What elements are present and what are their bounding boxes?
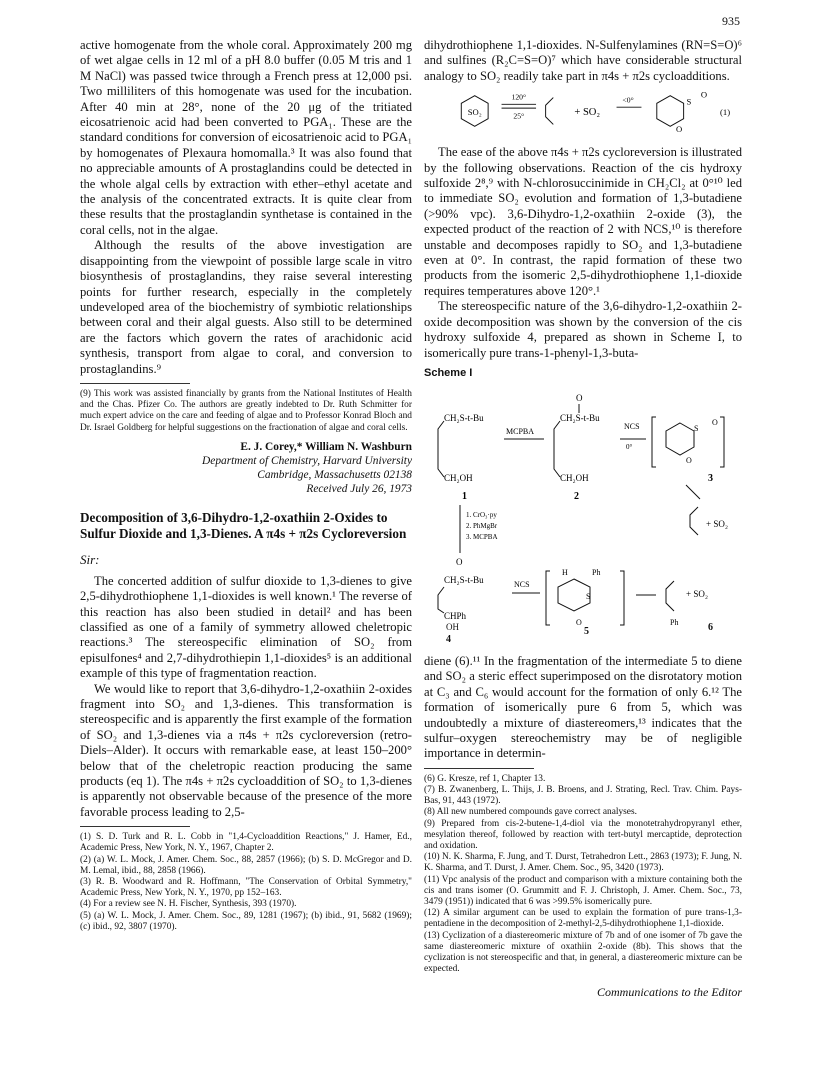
- received-date: Received July 26, 1973: [306, 482, 412, 495]
- ph-label: Ph: [592, 567, 601, 577]
- article-title: Decomposition of 3,6-Dihydro-1,2-oxathiin 2-Oxides to Sulfur Dioxide and 1,3-Dienes. A π4s + π2s Cycloreversion: [80, 509, 407, 541]
- butadiene: [546, 98, 554, 125]
- salutation: Sir:: [80, 551, 100, 567]
- compound-number: 2: [574, 490, 579, 502]
- ring-o: O: [686, 455, 692, 465]
- bracket: [620, 571, 624, 625]
- equation-number: (1): [720, 107, 731, 118]
- scheme-labels: [424, 621, 742, 645]
- compound-2-skeleton: [554, 421, 560, 477]
- footnote: (4) For a review see N. H. Fischer, Synthesis, 393 (1970).: [80, 899, 297, 910]
- plus-so2: + SO₂: [574, 107, 601, 119]
- ring-s: S: [686, 96, 692, 107]
- compound-number: 1: [462, 490, 467, 502]
- footnote: (1) S. D. Turk and R. L. Cobb in "1,4-Cycloaddition Reactions," J. Hamer, Ed., Academic Press, New York, N. Y., 1967, Chapter 2.: [80, 832, 412, 854]
- footnote-divider: [424, 768, 534, 769]
- footnote: (12) A similar argument can be used to explain the formation of pure trans-1,3-pentadiene in the decomposition of 2-methyl-2,5-dihydrothiophene 1,1-dioxide.: [424, 908, 742, 930]
- footnotes: [424, 774, 742, 976]
- reagent-label: MCPBA: [506, 426, 535, 436]
- paragraph: active homogenate from the whole coral. Approximately 200 mg of wet algae cells in 12 ml of a pH 8.0 buffer (0.05 M tris and 1 M NaCl) was passed twice through a French press at 12,000 psi. Two milliliters of this homogenate was used for the incubation. After 40 min at 28°, none of the 20 μg of the tritiated eicosatrienoic acid had been converted to PGA₁. These are the standard conditions for conversion of eicosatrienoic acid to PGA₁ by homogenates of Plexaura homomalla.³ It was also found that no appreciable amounts of A prostaglandins could be detected in the whole algal cells by extraction with ether–ethyl acetate and the analysis of the concentrated extracts. It is quite clear from these results that the prostaglandin synthetase is contained in the coral cells, not in the algae.: [80, 38, 412, 237]
- ph-label: Ph: [670, 617, 679, 627]
- oxygen-label: O: [456, 556, 463, 567]
- compound-number: 4: [446, 633, 451, 645]
- paragraph: dihydrothiophene 1,1-dioxides. N-Sulfenylamines (RN=S=O)⁶ and sulfines (R₂C=S=O)⁷ which have considerable structural analogy to SO₂ readily take part in π4s + π2s cycloadditions.: [424, 38, 742, 83]
- oxathiin-ring: [657, 96, 684, 127]
- affiliation: Department of Chemistry, Harvard University: [202, 454, 412, 467]
- page-number: 935: [722, 14, 740, 28]
- step: 3. MCPBA: [466, 532, 498, 541]
- compound-3-ring: [666, 423, 694, 455]
- paragraph: We would like to report that 3,6-dihydro-1,2-oxathiin 2-oxides fragment into SO₂ and 1,3-dienes. This transformation is stereospecific and is apparently the first example of the formation of SO₂ and 1,3-dienes via a π4s + π2s cycloreversion (retro-Diels–Alder). It occurs with remarkable ease, at least 150–200° below that of the cheletropic reaction producing the same products (eq 1). The π4s + π2s cycloaddition of SO₂ to 1,3-dienes is apparently not observable because of the presence of the more favorable process leading to 2,5-: [80, 681, 412, 819]
- signature-block: [80, 440, 412, 496]
- paragraph: Although the results of the above investigation are disappointing from the viewpoint of possible large scale in vitro biosynthesis of prostaglandins, they raise several interesting points for further research, especially in the completely undeveloped area of the biochemistry of symbiotic relationships between coral and their algal guests. Also still to be determined are the factors which govern the rates of arachidonic acid synthesis, transport from algae to coral, and conversion to prostaglandins.⁹: [80, 238, 412, 376]
- reagent-label: NCS: [624, 421, 640, 431]
- scheme-1-diagram: [424, 381, 742, 631]
- paragraph: The concerted addition of sulfur dioxide to 1,3-dienes to give 2,5-dihydrothiophene 1,1-dioxides is well known.¹ The reverse of this reaction has also been studied in detail² and has been classified as one of a family of symmetry allowed cheletropic reactions.³ The stereospecific elimination of SO₂ from episulfones⁴ and 2,7-dihydrothiepin 1,1-dioxides⁵ is an additional example of this type of fragmentation reaction.: [80, 573, 412, 681]
- footnote: (5) (a) W. L. Mock, J. Amer. Chem. Soc., 89, 1281 (1967); (b) ibid., 91, 5682 (1969); (c) ibid., 92, 3807 (1970).: [80, 910, 412, 932]
- ch2oh-label: CH₂OH: [444, 472, 473, 483]
- compound-number: 5: [584, 625, 589, 637]
- temp-label: 0°: [626, 442, 633, 451]
- ring-o: O: [675, 124, 683, 135]
- oxygen-label: O: [576, 392, 583, 403]
- ring-o: O: [712, 417, 718, 427]
- butadiene: [690, 507, 698, 535]
- so2-label: SO₂: [467, 107, 482, 118]
- paragraph: The stereospecific nature of the 3,6-dihydro-1,2-oxathiin 2-oxide decomposition was shown by the conversion of the cis hydroxy sulfoxide 4, prepared as shown in Scheme I, to isomerically pure trans-1-phenyl-1,3-buta-: [424, 299, 742, 360]
- ring-o: O: [576, 617, 582, 627]
- authors: E. J. Corey,* William N. Washburn: [240, 440, 412, 453]
- step: 2. PhMgBr: [466, 521, 498, 530]
- oh-label: OH: [446, 621, 459, 632]
- h-label: H: [562, 567, 568, 577]
- ch2stbu-label: CH₂S-t-Bu: [444, 574, 484, 585]
- temp-label: <0°: [622, 95, 634, 105]
- footnote: (8) All new numbered compounds gave correct analyses.: [424, 807, 637, 818]
- bracket: [652, 417, 656, 467]
- footnote: (11) Vpc analysis of the product and comparison with a mixture containing both the cis and trans isomer (O. Grummitt and F. J. Christoph, J. Amer. Chem. Soc., 73, 3479 (1951)) indicated that 6 was >99.5% isomerically pure.: [424, 874, 742, 907]
- chph-label: CHPh: [444, 610, 467, 621]
- compound-number: 3: [708, 472, 713, 484]
- footnote: (9) This work was assisted financially by grants from the National Institutes of Health and the Chas. Pfizer Co. The authors are greatly indebted to Dr. Ruth Schmitter for much expert advice on the care and feeding of algae and to Professor Konrad Bloch and Dr. Israel Goldberg for helpful suggestions on the fractionation of algae and coral cells.: [80, 388, 412, 433]
- footnote: (10) N. K. Sharma, F. Jung, and T. Durst, Tetrahedron Lett., 2863 (1973); F. Jung, N. K. Sharma, and T. Durst, J. Amer. Chem. Soc., 95, 3420 (1973).: [424, 852, 742, 874]
- arrow: [686, 485, 700, 499]
- compound-1-skeleton: [438, 421, 444, 477]
- temp-label: 25°: [513, 111, 525, 121]
- temp-label: 120°: [511, 92, 527, 102]
- footnote-divider: [80, 383, 190, 384]
- ring-s: S: [586, 591, 591, 601]
- reagent-label: NCS: [514, 579, 530, 589]
- so2-label: + SO₂: [686, 588, 708, 599]
- step: 1. CrO₃·py: [466, 510, 497, 519]
- compound-number: 6: [708, 621, 713, 633]
- bracket: [720, 417, 724, 467]
- footnote: (2) (a) W. L. Mock, J. Amer. Chem. Soc., 88, 2857 (1966); (b) S. D. McGregor and D. M. Lemal, ibid., 88, 2858 (1966).: [80, 854, 412, 876]
- diene-6: [666, 581, 674, 611]
- right-column: [424, 38, 742, 1000]
- bracket: [546, 571, 550, 625]
- equation-1-diagram: [424, 88, 742, 134]
- left-column: [80, 38, 412, 933]
- ch2oh-label: CH₂OH: [560, 472, 589, 483]
- so2-label: + SO₂: [706, 518, 728, 529]
- affiliation-city: Cambridge, Massachusetts 02138: [257, 468, 412, 481]
- ring-o: O: [700, 89, 708, 100]
- footnote-divider: [80, 826, 190, 827]
- ring-s: S: [694, 423, 699, 433]
- footnote: (3) R. B. Woodward and R. Hoffmann, "The Conservation of Orbital Symmetry," Academic Press, New York, N. Y., 1970, pp 152–163.: [80, 877, 412, 899]
- journal-section: Communications to the Editor: [597, 985, 742, 1000]
- footnote: (7) B. Zwanenberg, L. Thijs, J. B. Broens, and J. Strating, Recl. Trav. Chim. Pays-Bas, 91, 443 (1972).: [424, 784, 742, 807]
- ch2stbu-label: CH₂S-t-Bu: [560, 412, 600, 423]
- footnote: (9) Prepared from cis-2-butene-1,4-diol via the monotetrahydropyranyl ether, mesylation thereof, followed by reaction with tert-butyl mercaptide, deprotection and oxidation.: [424, 818, 742, 851]
- footnotes: [80, 832, 412, 933]
- paragraph: The ease of the above π4s + π2s cycloreversion is illustrated by the following observations. Reaction of the cis hydroxy sulfoxide 2⁸,⁹ with N-chlorosuccinimide in CH₂Cl₂ at 0°¹⁰ led to immediate SO₂ evolution and formation of 1,3-butadiene (>90% vpc). 3,6-Dihydro-1,2-oxathiin 2-oxide (3), the expected product of the reaction of 2 with NCS,¹⁰ is therefore unstable and decomposes rapidly to SO₂ and 1,3-butadiene even at 0°. In contrast, the rapid formation of these two products from the isomeric 2,5-dihydrothiophene 1,1-dioxide requires temperatures above 120°.¹: [424, 145, 742, 298]
- footnote: (13) Cyclization of a diastereomeric mixture of 7b and of one isomer of 7b gave the same diastereomeric mixture of oxathiin 2-oxide (8b). This shows that the cyclization is not stereospecific and that, in general, a diastereomeric mixture can be expected.: [424, 930, 742, 975]
- scheme-title: Scheme I: [424, 366, 473, 379]
- footnote: (6) G. Kresze, ref 1, Chapter 13.: [424, 773, 546, 784]
- ch2stbu-label: CH₂S-t-Bu: [444, 412, 484, 423]
- compound-4-skeleton: [438, 587, 444, 613]
- paragraph: diene (6).¹¹ In the fragmentation of the intermediate 5 to diene and SO₂ a steric effect superimposed on the disrotatory motion at C₃ and C₆ would account for the formation of only 6.¹² The formation of isomerically pure 6 from 5, which was undoubtedly a mixture of diastereomers,¹³ indicates that the sulfur–oxygen stereochemistry may be of negligible importance in determin-: [424, 653, 742, 761]
